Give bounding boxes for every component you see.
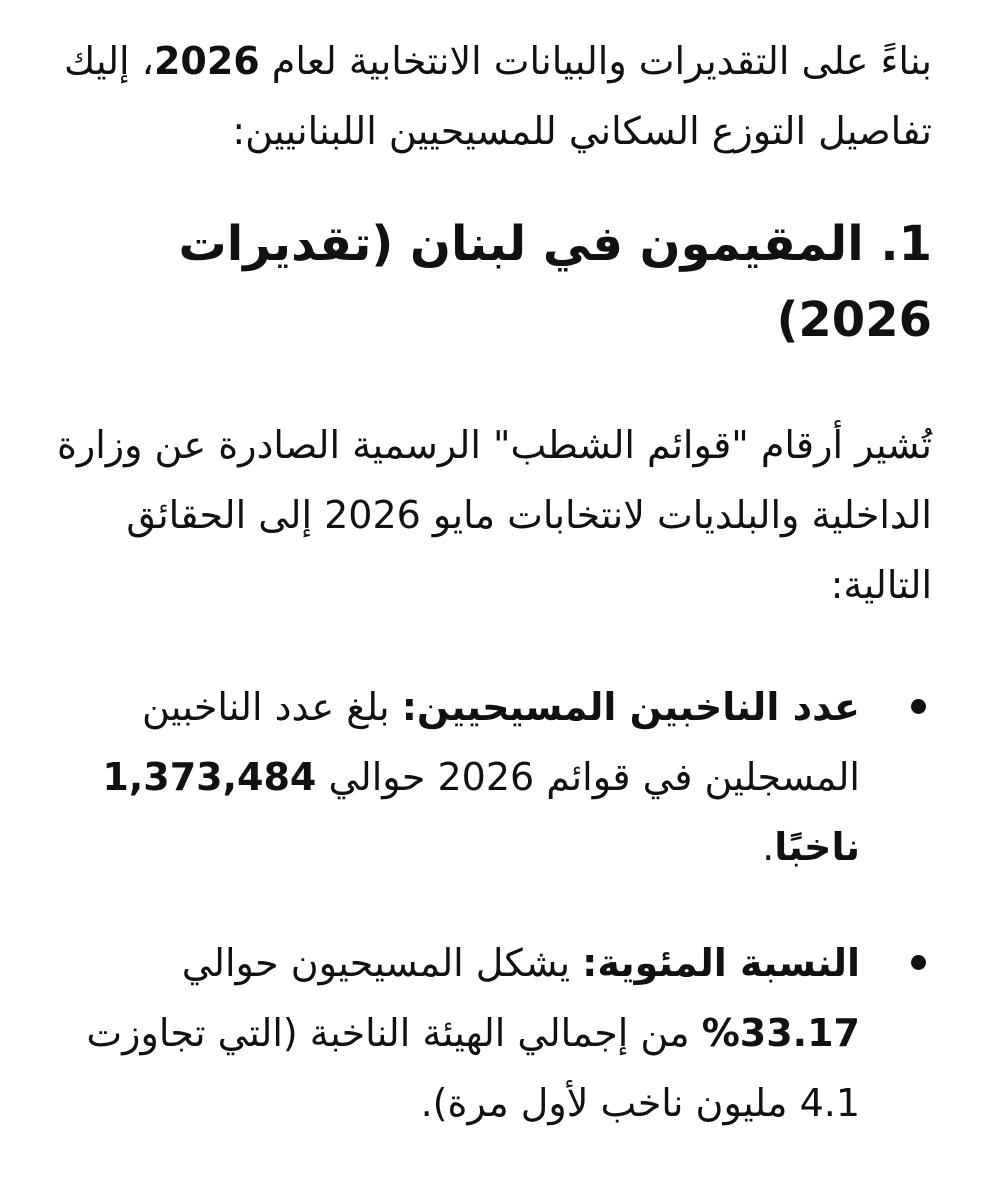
- intro-text-before: بناءً على التقديرات والبيانات الانتخابية لعام: [259, 39, 932, 83]
- section-heading: 1. المقيمون في لبنان (تقديرات 2026): [178, 216, 932, 348]
- bullet-text-after: .: [762, 825, 775, 869]
- bullet-label: النسبة المئوية:: [582, 941, 860, 985]
- bullet-bold-value: 1,373,484 ناخبًا: [102, 755, 860, 869]
- intro-year: 2026: [153, 39, 260, 83]
- facts-list: [56, 672, 932, 1138]
- bullet-icon: [911, 955, 926, 970]
- bullet-icon: [911, 699, 926, 714]
- bullet-text: بلغ عدد الناخبين المسجلين في قوائم 2026 حوالي: [141, 685, 860, 799]
- list-item-christian-voters: [56, 672, 932, 882]
- list-item-percentage: [56, 928, 932, 1138]
- intro-paragraph: [56, 26, 932, 166]
- bullet-text-after: من إجمالي الهيئة الناخبة (التي تجاوزت 4.1 مليون ناخب لأول مرة).: [86, 1011, 860, 1125]
- bullet-text: يشكل المسيحيون حوالي: [181, 941, 583, 985]
- bullet-bold-value: 33.17%: [701, 1011, 860, 1055]
- section-paragraph: تُشير أرقام "قوائم الشطب" الرسمية الصادرة عن وزارة الداخلية والبلديات لانتخابات مايو 2026 إلى الحقائق التالية:: [56, 423, 932, 607]
- intro-text-after: ، إليك تفاصيل التوزع السكاني للمسيحيين اللبنانيين:: [63, 39, 932, 153]
- bullet-label: عدد الناخبين المسيحيين:: [401, 685, 860, 729]
